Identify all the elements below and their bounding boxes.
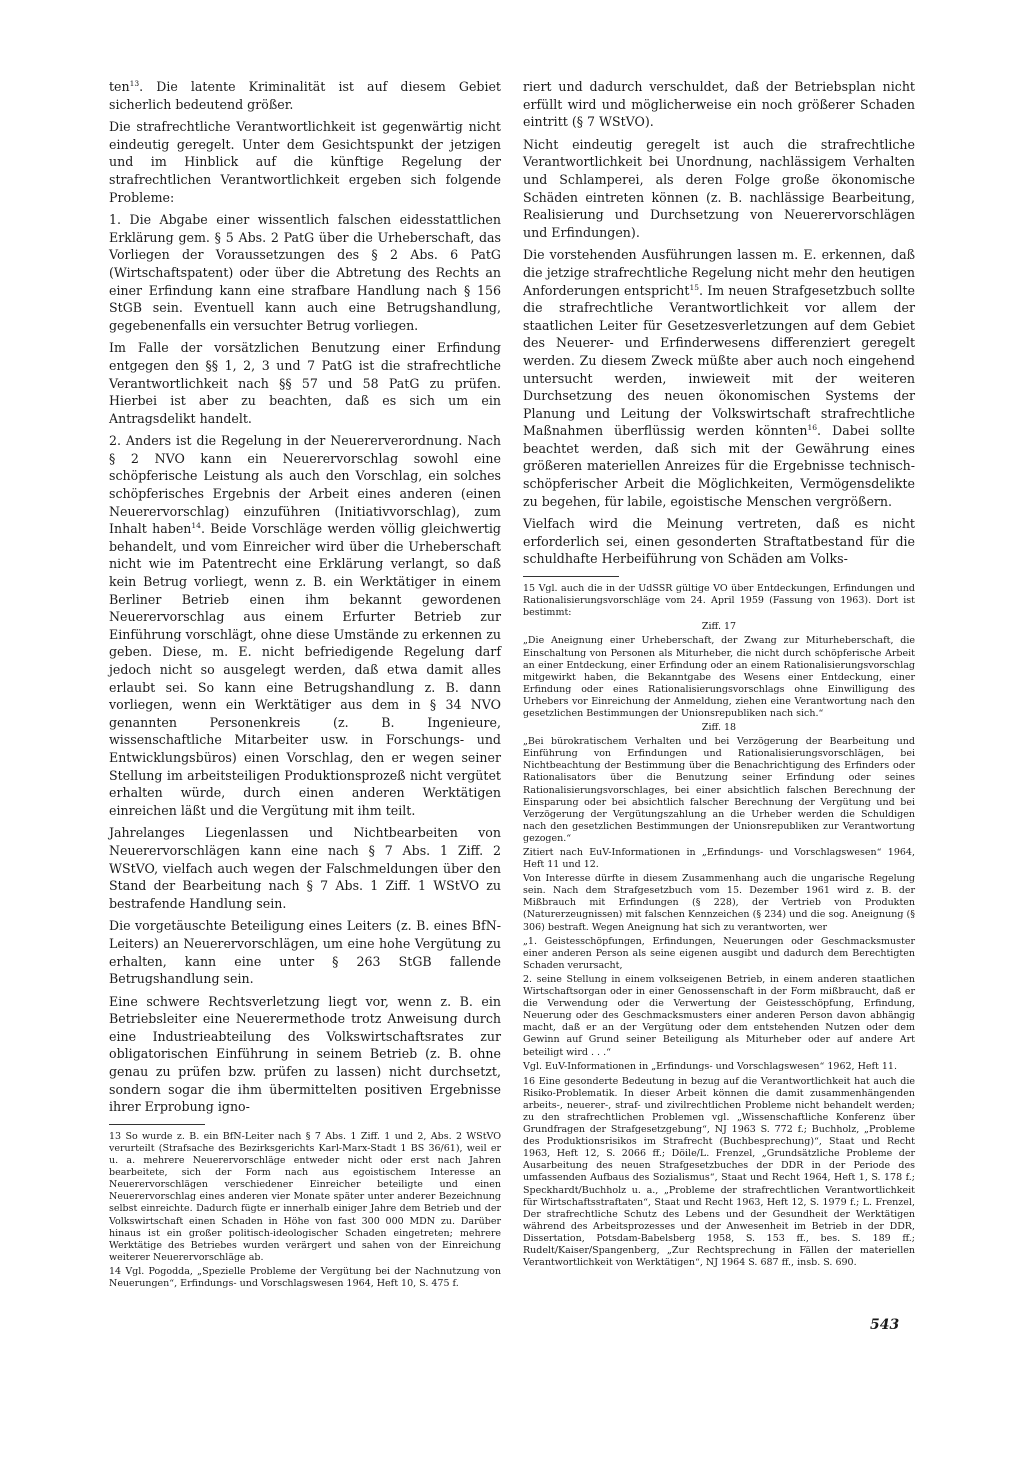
body-paragraph: Die vorgetäuschte Beteiligung eines Leiters (z. B. eines BfN-Leiters) an Neuerervorschlägen, um eine hohe Vergütung zu erhalten, kann eine unter § 263 StGB fallende Betrugshandlung sein. bbox=[109, 918, 501, 987]
ziff-17-quote: „Die Aneignung einer Urheberschaft, der Zwang zur Miturheberschaft, die Einschaltung von Personen als Miturheber, die nicht durch schöpferische Arbeit an einer Entdeckung, einer Erfindung oder an einem Rationalisierungsvorschlag mitgewirkt haben, die Bekanntgabe des Wesens einer Entdeckung, einer Erfindung oder eines Rationalisierungsvorschlags ohne Einwilligung des Urhebers vor Einreichung der Anmeldung, ziehen eine Verantwortung nach den gesetzlichen Bestimmungen der Unionsrepubliken nach sich.“ bbox=[523, 635, 915, 719]
footnote-rule bbox=[523, 576, 619, 577]
footnote-16 bbox=[523, 1076, 915, 1270]
footnotes bbox=[109, 1131, 501, 1290]
body-paragraph: Jahrelanges Liegenlassen und Nichtbearbeiten von Neuerervorschlägen kann eine nach § 7 Abs. 1 Ziff. 2 WStVO, vielfach auch wegen der Falschmeldungen über den Stand der Bearbeitung nach § 7 Abs. 1 Ziff. 1 WStVO zu bestrafende Handlung sein. bbox=[109, 825, 501, 911]
citation: Vgl. EuV-Informationen in „Erfindungs- und Vorschlagswesen“ 1962, Heft 11. bbox=[523, 1060, 897, 1072]
footnote-16-text: 16 Eine gesonderte Bedeutung in bezug auf die Verantwortlichkeit hat auch die Risiko-Problematik. In dieser Arbeit können die damit zusammenhängenden arbeits-, neuerer-, straf- und zivilrechtlichen Probleme nicht behandelt werden; zu den strafrechtlichen Problemen vgl. „Wissenschaftliche Konferenz über Grundfragen der Strafgesetzgebung“, NJ 1963 S. 772 f.; Buchholz, „Probleme des Produktionsrisikos im Strafrecht (Buchbesprechung)“, Staat und Recht 1963, Heft 12, S. 2066 ff.; Döile/L. Frenzel, „Grundsätzliche Probleme der Ausarbeitung des neuen Strafgesetzbuches der DDR in der Periode des umfassenden Aufbaus des Sozialismus“, Staat und Recht 1964, Heft 1, S. 178 f.; Speckhardt/Buchholz u. a., „Probleme der strafrechtlichen Verantwortlichkeit für Wirtschaftsstraftaten“, Staat und Recht 1963, Heft 12, S. 1979 f.; L. Frenzel, Der strafrechtliche Schutz des Lebens und der Gesundheit der Werktätigen während des Arbeitsprozesses und der Anwesenheit im Betrieb in der DDR, Dissertation, Potsdam-Babelsberg 1958, S. 153 ff., bes. S. 189 ff.; Rudelt/Kaiser/Spangenberg, „Zur Rechtsprechung in Fällen der materiellen Verantwortlichkeit von Werktätigen“, NJ 1964 S. 687 ff., insb. S. 690. bbox=[523, 1075, 915, 1269]
footnote-15 bbox=[523, 583, 915, 1073]
ziff-18-heading: Ziff. 18 bbox=[701, 722, 737, 734]
body-paragraph: Vielfach wird die Meinung vertreten, daß es nicht erforderlich sei, einen gesonderten Straftatbestand für die schuldhafte Herbeiführung von Schäden am Volks- bbox=[523, 516, 915, 567]
citation: Zitiert nach EuV-Informationen in „Erfindungs- und Vorschlagswesen“ 1964, Heft 11 und 12. bbox=[523, 847, 915, 871]
footnote-13: 13 So wurde z. B. ein BfN-Leiter nach § 7 Abs. 1 Ziff. 1 und 2, Abs. 2 WStVO verurteilt (Strafsache des Bezirksgerichts Karl-Marx-Stadt 1 BS 36/61), weil er u. a. mehrere Neuerervorschläge entweder nicht oder erst nach Jahren bearbeitete, sich der Form nach aus egoistischem Interesse an Neuerervorschlägen verschiedener Einreicher beteiligte und einen Neuerervorschlag eines anderen vier Monate später unter anderer Bezeichnung selbst einreichte. Dadurch fügte er innerhalb einiger Jahre dem Betrieb und der Volkswirtschaft einen Schaden in Höhe von fast 300 000 MDN zu. Darüber hinaus ist ein großer politisch-ideologischer Schaden eingetreten; mehrere Werktätige des Betriebes wurden verärgert und sahen von der Einreichung weiterer Neuerervorschläge ab. bbox=[109, 1130, 501, 1263]
footnote-15-intro: 15 Vgl. auch die in der UdSSR gültige VO über Entdeckungen, Erfindungen und Rationalisierungsvorschläge vom 24. April 1959 (Fassung von 1963). Dort ist bestimmt: bbox=[523, 583, 915, 619]
ziff-18-quote: „Bei bürokratischem Verhalten und bei Verzögerung der Bearbeitung und Einführung von Erfindungen und Rationalisierungsvorschlägen, bei Nichtbeachtung der Bestimmung über die Benachrichtigung des Erfinders oder Rationalisators über die Benutzung seiner Erfindung oder seines Rationalisierungsvorschlages, bei einer absichtlich falschen Berechnung der Einsparung oder bei absichtlich falscher Berechnung der Vergütung und bei Verzögerung der Vergütungszahlung an die Urheber werden die Schuldigen nach den gesetzlichen Bestimmungen der Unionsrepubliken zur Verantwortung gezogen.“ bbox=[523, 736, 915, 844]
body-paragraph: ten$^{13}$. Die latente Kriminalität ist auf diesem Gebiet sicherlich bedeutend größer. bbox=[109, 78, 501, 112]
quoted-item-1: „1. Geistesschöpfungen, Erfindungen, Neuerungen oder Geschmacksmuster einer anderen Person als seine eigenen ausgibt und dadurch dem Berechtigten Schaden verursacht, bbox=[523, 935, 915, 971]
body-paragraph: riert und dadurch verschuldet, daß der Betriebsplan nicht erfüllt wird und möglicherweise ein noch größerer Schaden eintritt (§ 7 WStVO). bbox=[523, 79, 915, 130]
body-paragraph: Nicht eindeutig geregelt ist auch die strafrechtliche Verantwortlichkeit bei Unordnung, nachlässigem Verhalten und Schlamperei, als deren Folge große ökonomische Schäden eintreten können (z. B. nachlässige Bearbeitung, Realisierung und Durchsetzung von Neuerervorschlägen und Erfindungen). bbox=[523, 136, 915, 240]
ziff-17-heading: Ziff. 17 bbox=[701, 621, 737, 633]
footnote-rule bbox=[109, 1124, 205, 1125]
quoted-item-2: 2. seine Stellung in einem volkseigenen Betrieb, in einem anderen staatlichen Wirtschaftsorgan oder in einer Genossenschaft in der Form mißbraucht, daß er die Verwendung oder die Verwertung der Geistesschöpfung, Erfindung, Neuerung oder des Geschmacksmusters einer anderen Person davon abhängig macht, daß er an der Vergütung oder dem entstehenden Nutzen oder dem Gewinn auf Grund seiner Beteiligung als Miturheber oder auf andere Art beteiligt wird . . .“ bbox=[523, 973, 915, 1058]
right-column bbox=[523, 78, 915, 1272]
body-paragraph: Die strafrechtliche Verantwortlichkeit ist gegenwärtig nicht eindeutig geregelt. Unter dem Gesichtspunkt der jetzigen und im Hinblick auf die künftige Regelung der strafrechtlichen Verantwortlichkeit ergeben sich folgende Probleme: bbox=[109, 119, 501, 205]
body-paragraph: 1. Die Abgabe einer wissentlich falschen eidesstattlichen Erklärung gem. § 5 Abs. 2 PatG über die Urheberschaft, das Vorliegen der Voraussetzungen des § 2 Abs. 6 PatG (Wirtschaftspatent) oder über die Abtretung des Rechts an einer Erfindung kann eine strafbare Handlung nach § 156 StGB sein. Eventuell kann auch eine Betrugshandlung, gegebenenfalls ein versuchter Betrug vorliegen. bbox=[109, 212, 501, 333]
body-paragraph: 2. Anders ist die Regelung in der Neuererverordnung. Nach § 2 NVO kann ein Neuerervorschlag sowohl eine schöpferische Leistung als auch den Vorschlag, ein solches schöpferisches Ergebnis der Arbeit eines anderen (einen Neuerervorschlag) einzuführen (Initiativvorschlag), zum Inhalt haben$^{14}$. Beide Vorschläge werden völlig gleichwertig behandelt, und vom Einreicher wird über die Urheberschaft nicht wie im Patentrecht eine Erklärung verlangt, so daß kein Betrug vorliegt, wenn z. B. ein Werktätiger in einem Berliner Betrieb einen ihm bekannt gewordenen Neuerervorschlag aus einem Erfurter Betrieb zur Einführung vorschlägt, ohne diese Umstände zu erkennen zu geben. Diese, m. E. nicht befriedigende Regelung darf jedoch nicht so ausgelegt werden, daß etwa damit alles erlaubt sei. So kann eine Betrugshandlung z. B. dann vorliegen, wenn ein Werktätiger aus dem in § 34 NVO genannten Personenkreis (z. B. Ingenieure, wissenschaftliche Mitarbeiter usw. in Forschungs- und Entwicklungsbüros) einen Vorschlag, den er wegen seiner Stellung im arbeitsteiligen Produktionsprozeß nicht vergütet erhalten würde, durch einen anderen Werktätigen einreichen läßt und die Vergütung mit ihm teilt. bbox=[109, 433, 501, 818]
body-paragraph: Im Falle der vorsätzlichen Benutzung einer Erfindung entgegen den §§ 1, 2, 3 und 7 PatG ist die strafrechtliche Verantwortlichkeit nach §§ 57 und 58 PatG zu prüfen. Hierbei ist aber zu beachten, daß es sich um ein Antragsdelikt handelt. bbox=[109, 340, 501, 426]
left-column bbox=[109, 78, 501, 1293]
page-number: 543 bbox=[870, 1317, 900, 1333]
body-paragraph: Die vorstehenden Ausführungen lassen m. E. erkennen, daß die jetzige strafrechtliche Regelung nicht mehr den heutigen Anforderungen entspricht$^{15}$. Im neuen Strafgesetzbuch sollte die strafrechtliche Verantwortlichkeit vor allem der staatlichen Leiter für Gesetzesverletzungen auf dem Gebiet des Neuerer- und Erfinderwesens differenziert geregelt werden. Zu diesem Zweck müßte aber auch noch eingehend untersucht werden, inwieweit mit der weiteren Durchsetzung des neuen ökonomischen Systems der Planung und Leitung der Volkswirtschaft strafrechtliche Maßnahmen überflüssig werden könnten$^{16}$. Dabei sollte beachtet werden, daß sich mit der Gewährung eines größeren materiellen Anreizes für die Ergebnisse technisch-schöpferischer Arbeit die Möglichkeiten, Vermögensdelikte zu begehen, für labile, egoistische Menschen vergrößern. bbox=[523, 247, 916, 509]
body-paragraph: Eine schwere Rechtsverletzung liegt vor, wenn z. B. ein Betriebsleiter eine Neuerermethode trotz Anweisung durch eine Industrieabteilung des Volkswirtschaftsrates zur obligatorischen Einführung in seinem Betrieb (z. B. ohne genau zu prüfen bzw. prüfen zu lassen) nicht durchsetzt, sondern sogar die ihm übermittelten positiven Ergebnisse ihrer Erprobung igno- bbox=[109, 993, 501, 1115]
footnote-14: 14 Vgl. Pogodda, „Spezielle Probleme der Vergütung bei der Nachnutzung von Neuerungen“, Erfindungs- und Vorschlagswesen 1964, Heft 10, S. 475 f. bbox=[109, 1265, 501, 1289]
hungarian-regulation: Von Interesse dürfte in diesem Zusammenhang auch die ungarische Regelung sein. Nach dem Strafgesetzbuch vom 15. Dezember 1961 wird z. B. der Mißbrauch mit Erfindungen (§ 228), der Vertrieb von Produkten (Naturerzeugnissen) mit falschen Kennzeichen (§ 234) und die sog. Aneignung (§ 306) bestraft. Wegen Aneignung hat sich zu verantworten, wer bbox=[523, 873, 915, 933]
